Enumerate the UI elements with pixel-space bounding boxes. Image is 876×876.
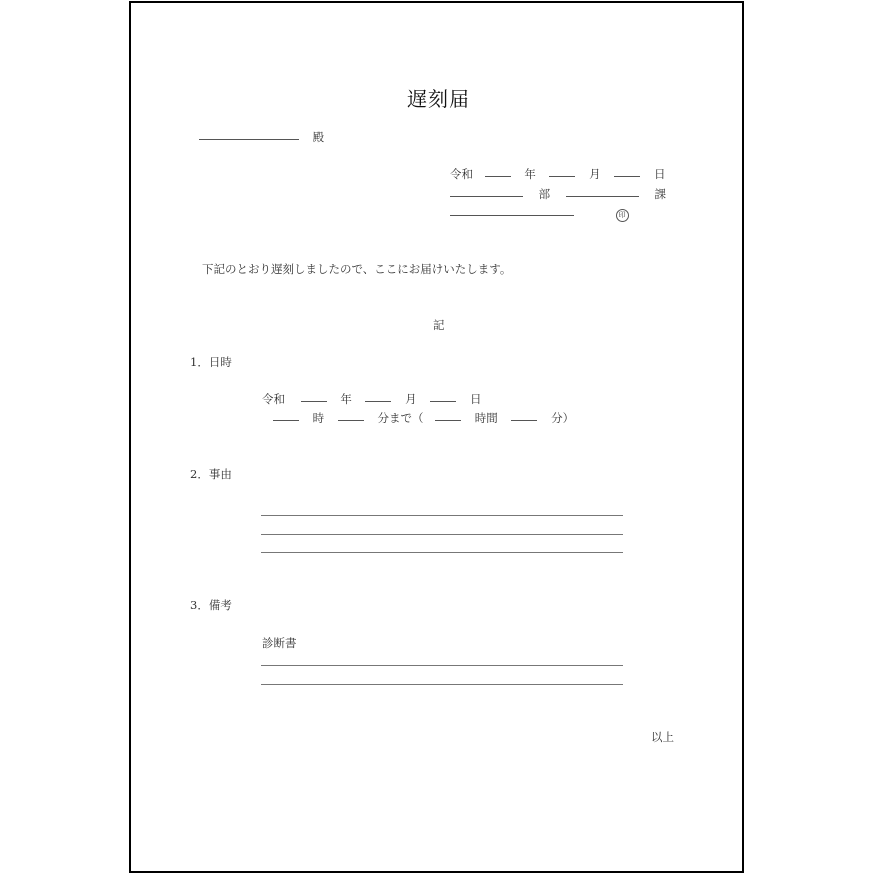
department-label: 部 xyxy=(538,187,551,201)
header-year-label: 年 xyxy=(524,167,536,181)
remarks-line-2[interactable] xyxy=(261,684,623,685)
remarks-note: 診断書 xyxy=(262,636,297,650)
reason-line-2[interactable] xyxy=(261,534,623,535)
header-month-label: 月 xyxy=(589,167,601,181)
closing-text: 以上 xyxy=(651,730,674,744)
name-blank[interactable] xyxy=(450,214,574,216)
document-title: 遅刻届 xyxy=(407,87,470,111)
item1-hour-label: 時 xyxy=(312,411,325,425)
department-line xyxy=(450,187,666,201)
seal-icon: 印 xyxy=(616,209,629,222)
item1-minute-blank[interactable] xyxy=(338,419,364,421)
item1-year-blank[interactable] xyxy=(301,400,327,402)
header-date-line xyxy=(450,167,665,181)
department-blank[interactable] xyxy=(450,195,523,197)
addressee-line xyxy=(199,130,324,144)
header-month-blank[interactable] xyxy=(549,175,575,177)
item1-duration-minutes-blank[interactable] xyxy=(511,419,537,421)
header-day-label: 日 xyxy=(653,167,666,181)
addressee-blank[interactable] xyxy=(199,138,299,140)
reason-line-1[interactable] xyxy=(261,515,623,516)
item2-label: 2．事由 xyxy=(190,467,232,481)
section-blank[interactable] xyxy=(566,195,639,197)
item1-duration-hours-blank[interactable] xyxy=(435,419,461,421)
item1-year-label: 年 xyxy=(340,392,352,406)
item1-day-label: 日 xyxy=(469,392,482,406)
remarks-line-1[interactable] xyxy=(261,665,623,666)
item1-minutes-close: 分） xyxy=(551,411,575,425)
ki-heading: 記 xyxy=(433,318,445,332)
header-era: 令和 xyxy=(450,167,473,181)
item1-month-label: 月 xyxy=(405,392,417,406)
item1-hour-blank[interactable] xyxy=(273,419,299,421)
item3-label: 3．備考 xyxy=(190,598,232,612)
item1-era: 令和 xyxy=(262,392,285,406)
item1-date-line xyxy=(262,392,481,406)
section-label: 課 xyxy=(654,187,666,201)
item1-month-blank[interactable] xyxy=(365,400,391,402)
item1-until-label: 分まで（ xyxy=(377,411,424,425)
item1-time-line xyxy=(273,411,574,425)
addressee-suffix: 殿 xyxy=(312,130,325,144)
intro-text: 下記のとおり遅刻しましたので、ここにお届けいたします。 xyxy=(202,262,512,276)
header-day-blank[interactable] xyxy=(614,175,640,177)
item1-label: 1．日時 xyxy=(190,355,232,369)
header-year-blank[interactable] xyxy=(485,175,511,177)
item1-day-blank[interactable] xyxy=(430,400,456,402)
name-line xyxy=(450,206,629,222)
reason-line-3[interactable] xyxy=(261,552,623,553)
item1-duration-label: 時間 xyxy=(474,411,498,425)
